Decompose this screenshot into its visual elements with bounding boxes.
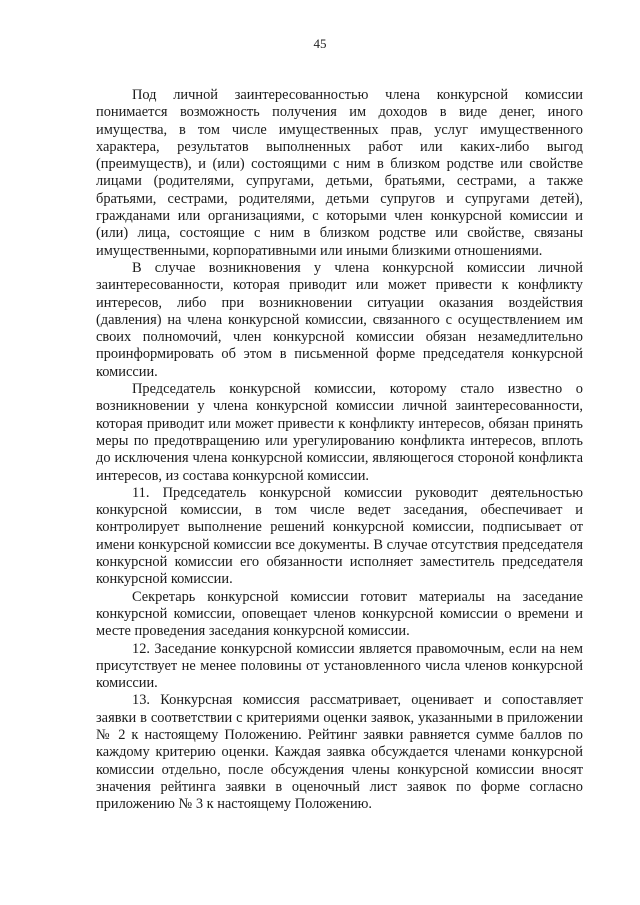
paragraph-secretary-duties: Секретарь конкурсной комиссии готовит материалы на заседание конкурсной комиссии, оповещает членов конкурсной комиссии о времени и месте проведения заседания конкурсной комиссии. [96,588,583,640]
paragraph-item-12-quorum: 12. Заседание конкурсной комиссии является правомочным, если на нем присутствует не менее половины от установленного числа членов конкурсной комиссии. [96,640,583,692]
paragraph-personal-interest-definition: Под личной заинтересованностью члена конкурсной комиссии понимается возможность получения им доходов в виде денег, иного имущества, в том числе имущественных прав, услуг имущественного характера, результатов выполненных работ или каких-либо выгод (преимуществ), и (или) состоящими с ним в близком родстве или свойстве лицами (родителями, супругами, детьми, братьями, сестрами, а также братьями, сестрами, родителями, детьми супругов и супругами детей), гражданами или организациями, с которыми член конкурсной комиссии и (или) лица, состоящие с ним в близком родстве или свойстве, связаны имущественными, корпоративными или иными близкими отношениями. [96,87,583,259]
page-number: 45 [313,36,327,51]
paragraph-item-11-chairman-duties: 11. Председатель конкурсной комиссии руководит деятельностью конкурсной комиссии, в том числе ведет заседания, обеспечивает и контролирует выполнение решений конкурсной комиссии, подписывает от имени конкурсной комиссии все документы. В случае отсутствия председателя конкурсной комиссии его обязанности исполняет заместитель председателя конкурсной комиссии. [96,484,583,588]
document-body [96,87,583,813]
paragraph-item-13-evaluation: 13. Конкурсная комиссия рассматривает, оценивает и сопоставляет заявки в соответствии с критериями оценки заявок, указанными в приложении № 2 к настоящему Положению. Рейтинг заявки равняется сумме баллов по каждому критерию оценки. Каждая заявка обсуждается членами конкурсной комиссии отдельно, после обсуждения члены конкурсной комиссии вносят значения рейтинга заявки в оценочный лист заявок по форме согласно приложению № 3 к настоящему Положению. [96,692,583,813]
paragraph-conflict-notification: В случае возникновения у члена конкурсной комиссии личной заинтересованности, которая приводит или может привести к конфликту интересов, либо при возникновении ситуации оказания воздействия (давления) на члена конкурсной комиссии, связанного с осуществлением им своих полномочий, член конкурсной комиссии обязан незамедлительно проинформировать об этом в письменной форме председателя конкурсной комиссии. [96,259,583,380]
paragraph-chairman-measures: Председатель конкурсной комиссии, которому стало известно о возникновении у члена конкурсной комиссии личной заинтересованности, которая приводит или может привести к конфликту интересов, обязан принять меры по предотвращению или урегулированию конфликта интересов, вплоть до исключения члена конкурсной комиссии, являющегося стороной конфликта интересов, из состава конкурсной комиссии. [96,381,583,484]
